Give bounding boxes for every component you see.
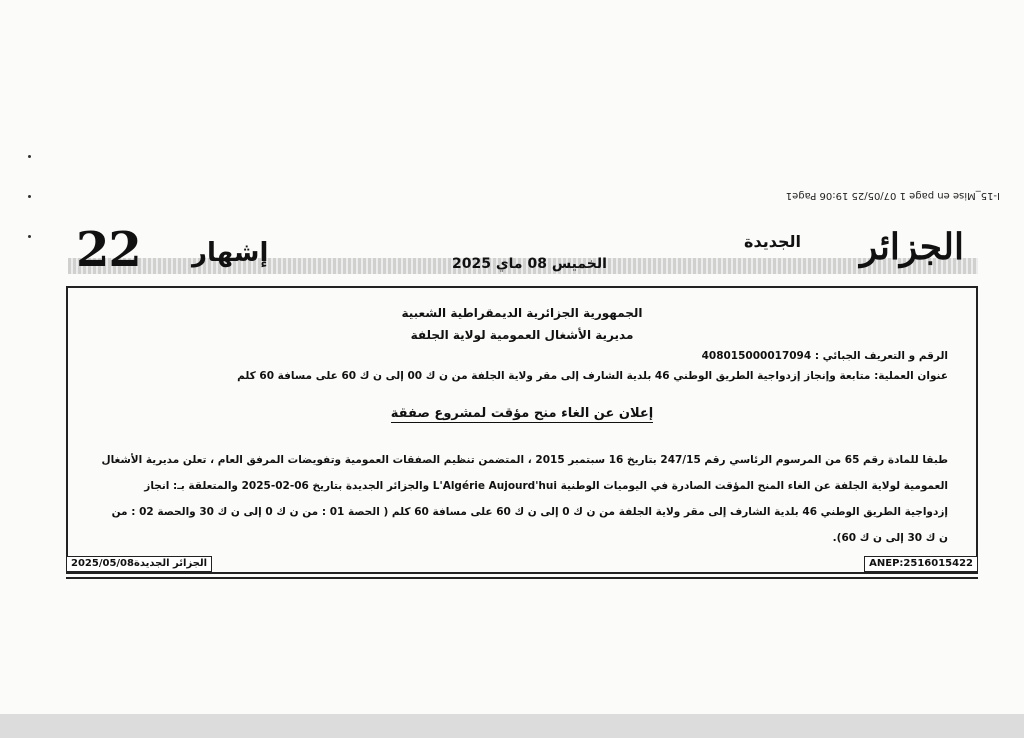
body-line-2: العمومية لولاية الجلفة عن الغاء المنح المؤقت الصادرة في اليوميات الوطنية L'Algérie Aujourd'hui والجزائر الجديدة بتاريخ 06-02-2025 والمتعلقة بـ: انجاز: [144, 480, 948, 492]
section-title: إشهار: [192, 238, 269, 268]
logo-title: الجزائر: [860, 226, 964, 268]
body-line-3: إزدواجية الطريق الوطني 46 بلدية الشارف إلى مقر ولاية الجلفة من ن ك 0 إلى ن ك 60 على مسافة 60 كلم ( الحصة 01 : من ن ك 0 إلى ن ك 30 والحصة 02 : من: [111, 506, 948, 518]
body-line-1: طبقا للمادة رقم 65 من المرسوم الرئاسي رقم 247/15 بتاريخ 16 سبتمبر 2015 ، المتضمن تنظيم الصفقات العمومية وتفويضات المرفق العام ، تعلن مديرية الأشغال: [101, 454, 948, 466]
footer-anep-tag: ANEP:2516015422: [864, 556, 978, 572]
scan-marks: [28, 155, 34, 255]
page-number: 22: [76, 222, 141, 278]
issue-date: الخميس 08 ماي 2025: [452, 256, 607, 272]
republic-line: الجمهورية الجزائرية الديمقراطية الشعبية: [401, 306, 643, 320]
body-line-4: ن ك 30 إلى ن ك 60).: [832, 532, 948, 544]
tax-id-value: 408015000017094: [701, 350, 812, 362]
print-info: I-15_Mise en page 1 07/05/25 19:06 Page1: [785, 190, 1000, 201]
footer-newspaper-tag: الجزائر الجديدة2025/05/08: [66, 556, 212, 572]
notice-title-text: إعلان عن الغاء منح مؤقت لمشروع صفقة: [390, 406, 654, 421]
notice-title: [68, 406, 976, 421]
directorate-line: مديرية الأشغال العمومية لولاية الجلفة: [410, 328, 634, 342]
logo-subtitle: الجديدة: [744, 232, 801, 251]
bottom-rule: [66, 577, 978, 579]
scan-edge: [0, 714, 1024, 738]
tax-id-line: [702, 350, 948, 362]
tax-id-label: الرقم و التعريف الجبائي :: [814, 350, 948, 362]
notice-box: [66, 286, 978, 574]
newspaper-logo: [744, 226, 964, 274]
operation-line: عنوان العملية: متابعة وإنجاز إزدواجية الطريق الوطني 46 بلدية الشارف إلى مقر ولاية الجلفة من ن ك 00 إلى ن ك 60 على مسافة 60 كلم: [237, 370, 948, 382]
